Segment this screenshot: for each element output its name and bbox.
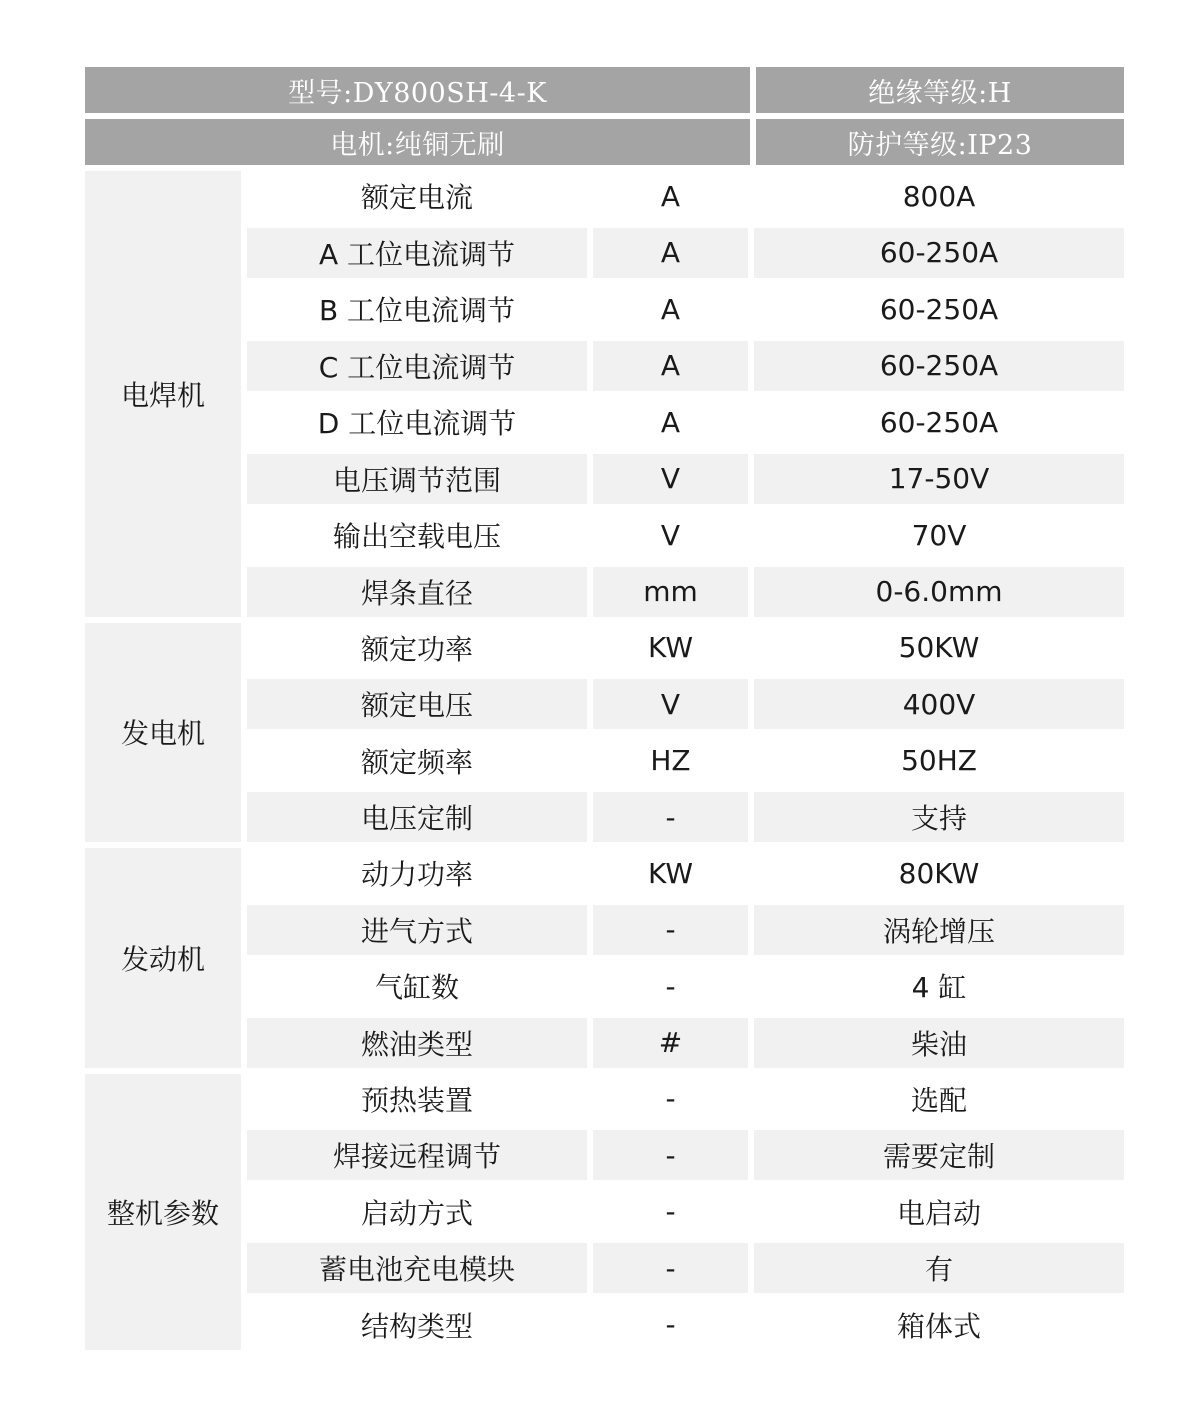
- group-label: 发电机: [85, 623, 241, 843]
- header-row-2: [85, 119, 1124, 165]
- insulation-class-cell: 绝缘等级:H: [756, 67, 1124, 113]
- table-row: [247, 679, 1124, 729]
- unit-cell: A: [660, 292, 681, 326]
- table-row: [247, 1243, 1124, 1293]
- motor-cell: 电机:纯铜无刷: [85, 119, 750, 165]
- value-cell: 60-250A: [754, 228, 1124, 278]
- table-row: [247, 1300, 1124, 1350]
- group-rows: [247, 171, 1124, 617]
- header-row-1: [85, 67, 1124, 113]
- param-cell: 预热装置: [360, 1083, 473, 1117]
- param-cell: 电压定制: [247, 792, 587, 842]
- model-cell: 型号:DY800SH-4-K: [85, 67, 750, 113]
- unit-cell: KW: [647, 856, 694, 890]
- value-cell: 60-250A: [879, 405, 999, 439]
- table-row: [247, 905, 1124, 955]
- unit-cell: KW: [647, 631, 694, 664]
- param-cell: C 工位电流调节: [247, 341, 587, 391]
- value-cell: 50HZ: [901, 744, 977, 777]
- group-label: 整机参数: [85, 1074, 241, 1350]
- table-row: [247, 228, 1124, 278]
- table-row: [247, 341, 1124, 391]
- unit-cell: #: [593, 1018, 748, 1068]
- param-cell: 燃油类型: [247, 1018, 587, 1068]
- table-row: [247, 454, 1124, 504]
- param-cell: 输出空载电压: [332, 520, 501, 553]
- value-cell: 支持: [754, 792, 1124, 842]
- spec-group: [85, 1074, 1124, 1350]
- unit-cell: A: [593, 341, 748, 391]
- param-cell: 动力功率: [360, 858, 473, 891]
- param-cell: 结构类型: [360, 1309, 473, 1343]
- unit-cell: -: [593, 905, 748, 955]
- value-cell: 80KW: [898, 856, 980, 890]
- param-cell: 电压调节范围: [247, 454, 587, 504]
- unit-cell: -: [665, 1195, 676, 1228]
- unit-cell: A: [593, 228, 748, 278]
- table-row: [247, 623, 1124, 673]
- value-cell: 0-6.0mm: [754, 567, 1124, 617]
- unit-cell: -: [593, 792, 748, 842]
- unit-cell: A: [660, 179, 681, 213]
- table-row: [247, 961, 1124, 1011]
- unit-cell: -: [593, 1130, 748, 1180]
- param-cell: 额定频率: [360, 745, 473, 779]
- value-cell: 800A: [902, 179, 976, 213]
- value-cell: 400V: [754, 679, 1124, 729]
- table-row: [247, 171, 1124, 221]
- param-cell: 焊条直径: [247, 567, 587, 617]
- unit-cell: A: [660, 405, 681, 439]
- spec-group: [85, 623, 1124, 843]
- value-cell: 50KW: [898, 631, 980, 664]
- param-cell: A 工位电流调节: [247, 228, 587, 278]
- protection-class-cell: 防护等级:IP23: [756, 119, 1124, 165]
- table-row: [247, 284, 1124, 334]
- param-cell: 气缸数: [374, 971, 459, 1004]
- value-cell: 电启动: [896, 1196, 981, 1230]
- table-row: [247, 1018, 1124, 1068]
- group-label: 电焊机: [85, 171, 241, 617]
- value-cell: 柴油: [754, 1018, 1124, 1068]
- spec-groups: [85, 171, 1124, 1350]
- value-cell: 涡轮增压: [754, 905, 1124, 955]
- group-rows: [247, 848, 1124, 1068]
- unit-cell: -: [665, 1082, 676, 1115]
- param-cell: 额定电压: [247, 679, 587, 729]
- value-cell: 选配: [910, 1083, 967, 1117]
- table-row: [247, 848, 1124, 898]
- value-cell: 有: [754, 1243, 1124, 1293]
- table-row: [247, 736, 1124, 786]
- group-rows: [247, 1074, 1124, 1350]
- table-row: [247, 510, 1124, 560]
- unit-cell: mm: [593, 567, 748, 617]
- unit-cell: -: [593, 1243, 748, 1293]
- unit-cell: V: [660, 518, 681, 552]
- unit-cell: -: [665, 969, 676, 1003]
- value-cell: 4 缸: [911, 971, 967, 1004]
- value-cell: 箱体式: [896, 1309, 981, 1343]
- table-row: [247, 1130, 1124, 1180]
- param-cell: B 工位电流调节: [318, 294, 516, 327]
- param-cell: 蓄电池充电模块: [247, 1243, 587, 1293]
- value-cell: 60-250A: [754, 341, 1124, 391]
- param-cell: 启动方式: [360, 1196, 473, 1230]
- param-cell: 额定电流: [360, 181, 473, 214]
- param-cell: 额定功率: [360, 632, 473, 666]
- unit-cell: V: [593, 679, 748, 729]
- table-row: [247, 1074, 1124, 1124]
- param-cell: D 工位电流调节: [317, 407, 517, 440]
- value-cell: 70V: [911, 518, 967, 552]
- spec-group: [85, 848, 1124, 1068]
- table-row: [247, 1187, 1124, 1237]
- group-rows: [247, 623, 1124, 843]
- param-cell: 焊接远程调节: [247, 1130, 587, 1180]
- group-label: 发动机: [85, 848, 241, 1068]
- table-row: [247, 567, 1124, 617]
- value-cell: 需要定制: [754, 1130, 1124, 1180]
- value-cell: 17-50V: [754, 454, 1124, 504]
- unit-cell: HZ: [650, 744, 691, 777]
- table-row: [247, 792, 1124, 842]
- param-cell: 进气方式: [247, 905, 587, 955]
- unit-cell: -: [665, 1308, 676, 1341]
- spec-table: [85, 67, 1124, 1356]
- unit-cell: V: [593, 454, 748, 504]
- spec-group: [85, 171, 1124, 617]
- table-row: [247, 397, 1124, 447]
- value-cell: 60-250A: [879, 292, 999, 326]
